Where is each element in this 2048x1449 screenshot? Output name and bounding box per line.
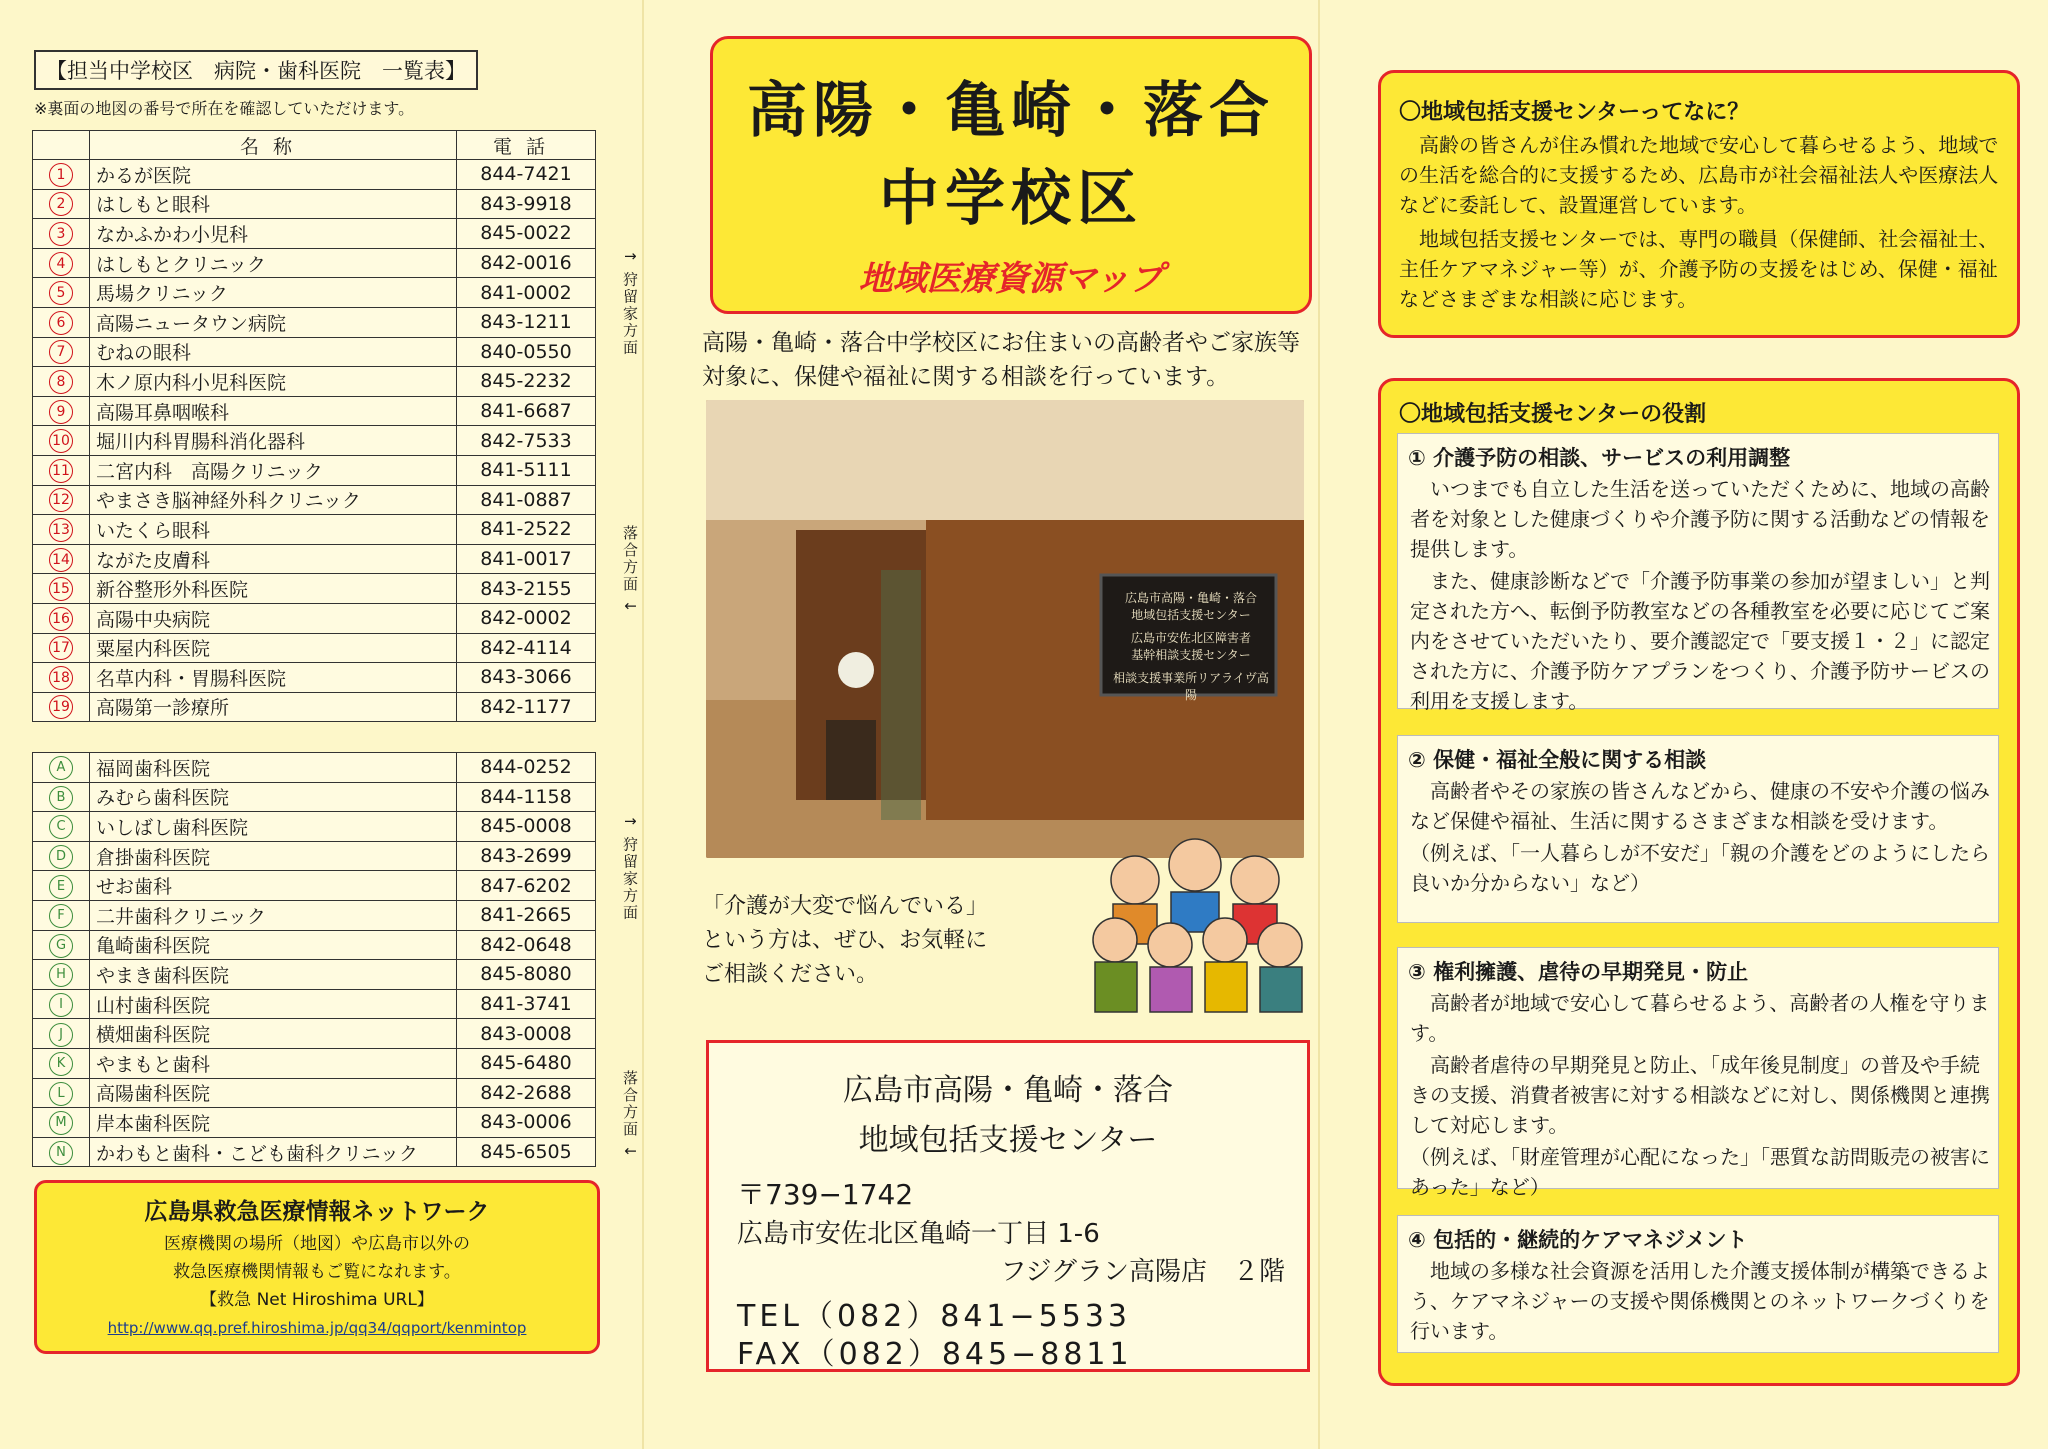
facility-phone: 841-5111 [457,455,596,485]
facility-phone: 843-2699 [457,841,596,871]
sign-line-2b: 基幹相談支援センター [1131,648,1251,662]
row-number-badge: 7 [49,340,73,364]
facility-name: いたくら眼科 [90,515,457,545]
role-2-title: ② 保健・福祉全般に関する相談 [1408,748,1707,772]
dental-row [33,871,596,901]
role-4-title: ④ 包括的・継続的ケアマネジメント [1408,1228,1748,1252]
facility-name: はしもと眼科 [90,189,457,219]
facility-phone: 841-2522 [457,515,596,545]
facility-name: せお歯科 [90,871,457,901]
right-panel [1330,0,2048,1449]
facility-phone: 842-0016 [457,248,596,278]
dental-row [33,1137,596,1167]
consult-line-2: という方は、ぜひ、お気軽に [702,928,988,953]
dental-row [33,812,596,842]
column-header-name: 名称 [90,131,457,160]
hospital-row [33,248,596,278]
fold-line-left [642,0,644,1449]
dental-row [33,960,596,990]
hospital-row [33,367,596,397]
dental-row [33,782,596,812]
center-panel [650,0,1320,1449]
facility-phone: 841-3741 [457,989,596,1019]
dental-row [33,841,596,871]
dental-row [33,1048,596,1078]
direction-label-ochiai-2: 落合方面 ↓ [621,1070,639,1160]
facility-name: 二井歯科クリニック [90,900,457,930]
row-number-badge: 13 [49,518,73,542]
facility-name: 高陽第一診療所 [90,692,457,722]
hospital-row [33,307,596,337]
facility-phone: 845-8080 [457,960,596,990]
about-title: 〇地域包括支援センターってなに？ [1399,100,1750,125]
dental-row [33,1019,596,1049]
role-2-paragraph-1: 高齢者やその家族の皆さんなどから、健康の不安や介護の悩みなど保健や福祉、生活に関するさまざまな相談を受けます。 [1410,779,1990,833]
hospital-row [33,455,596,485]
dental-row [33,900,596,930]
row-number-badge: 18 [49,666,73,690]
facility-phone: 842-1177 [457,692,596,722]
facility-name: 亀崎歯科医院 [90,930,457,960]
hospital-row [33,278,596,308]
role-4 [1397,1215,1999,1353]
dental-table [32,752,596,1167]
facility-name: やまき歯科医院 [90,960,457,990]
row-number-badge: K [49,1052,73,1076]
office-photo [706,400,1304,858]
facility-phone: 845-6505 [457,1137,596,1167]
role-2-paragraph-2: （例えば、「一人暮らしが不安だ」「親の介護をどのようにしたら良いか分からない」など） [1410,841,1990,895]
facility-phone: 841-6687 [457,396,596,426]
facility-phone: 842-4114 [457,633,596,663]
facility-name: かるが医院 [90,160,457,190]
facility-name: 福岡歯科医院 [90,753,457,783]
role-3-paragraph-1: 高齢者が地域で安心して暮らせるよう、高齢者の人権を守ります。 [1410,991,1990,1045]
row-number-badge: F [49,904,73,928]
hospital-row [33,633,596,663]
row-number-badge: 17 [49,636,73,660]
subtitle: 地域医療資源マップ [858,259,1164,299]
row-number-badge: I [49,993,73,1017]
dental-row [33,989,596,1019]
facility-phone: 841-0017 [457,544,596,574]
row-number-badge: 5 [49,281,73,305]
row-number-badge: 2 [49,192,73,216]
row-number-badge: 19 [49,695,73,719]
facility-phone: 840-0550 [457,337,596,367]
role-3-paragraph-3: （例えば、「財産管理が心配になった」「悪質な訪問販売の被害にあった」など） [1410,1145,1990,1199]
facility-name: 二宮内科 高陽クリニック [90,455,457,485]
hospital-row [33,574,596,604]
hospital-row [33,663,596,693]
facility-phone: 841-2665 [457,900,596,930]
facility-phone: 844-0252 [457,753,596,783]
facility-phone: 844-1158 [457,782,596,812]
role-4-paragraph-1: 地域の多様な社会資源を活用した介護支援体制が構築できるよう、ケアマネジャーの支援や関係機関とのネットワークづくりを行います。 [1410,1259,1990,1343]
facility-name: 高陽耳鼻咽喉科 [90,396,457,426]
facility-name: 高陽ニュータウン病院 [90,307,457,337]
role-3-paragraph-2: 高齢者虐待の早期発見と防止、「成年後見制度」の普及や手続きの支援、消費者被害に対する相談などに対し、関係機関と連携して対応します。 [1410,1053,1990,1137]
facility-name: みむら歯科医院 [90,782,457,812]
facility-name: 倉掛歯科医院 [90,841,457,871]
title-line-2: 中学校区 [879,164,1143,234]
facility-name: ながた皮膚科 [90,544,457,574]
network-title: 広島県救急医療情報ネットワーク [144,1199,490,1225]
title-box [710,36,1312,314]
facility-phone: 842-0002 [457,603,596,633]
facility-phone: 842-2688 [457,1078,596,1108]
hospital-row [33,426,596,456]
hospital-row [33,160,596,190]
consult-line-1: 「介護が大変で悩んでいる」 [702,894,989,919]
row-number-badge: 16 [49,607,73,631]
hospital-row [33,544,596,574]
facility-phone: 843-2155 [457,574,596,604]
hospital-row [33,515,596,545]
facility-name: 名草内科・胃腸科医院 [90,663,457,693]
sign-line-2a: 広島市安佐北区障害者 [1130,631,1251,645]
facility-name: なかふかわ小児科 [90,219,457,249]
row-number-badge: G [49,934,73,958]
facility-name: 高陽歯科医院 [90,1078,457,1108]
facility-name: 堀川内科胃腸科消化器科 [90,426,457,456]
row-number-badge: 10 [49,429,73,453]
role-3-title: ③ 権利擁護、虐待の早期発見・防止 [1408,960,1749,984]
roles-title: 〇地域包括支援センターの役割 [1399,402,1707,427]
facility-name: 岸本歯科医院 [90,1108,457,1138]
hospital-row [33,219,596,249]
role-1-paragraph-1: いつまでも自立した生活を送っていただくために、地域の高齢者を対象とした健康づくりや介護予防に関する活動などの情報を提供します。 [1410,477,1990,561]
hospital-row [33,396,596,426]
role-1-title: ① 介護予防の相談、サービスの利用調整 [1408,446,1791,470]
roles-box [1378,378,2020,1386]
row-number-badge: N [49,1141,73,1165]
row-number-badge: J [49,1023,73,1047]
row-number-badge: A [49,756,73,780]
row-number-badge: D [49,845,73,869]
dental-row [33,1108,596,1138]
role-2 [1397,735,1999,923]
center-name-line-2: 地域包括支援センター [858,1123,1158,1158]
facility-phone: 843-1211 [457,307,596,337]
role-3 [1397,947,1999,1199]
consult-line-3: ご相談ください。 [702,962,879,987]
postal-code: 〒739−1742 [737,1178,914,1211]
dental-row [33,1078,596,1108]
row-number-badge: H [49,963,73,987]
row-number-badge: 15 [49,577,73,601]
facility-phone: 845-0022 [457,219,596,249]
direction-label-karuga-1: ↑ 狩留家方面 [621,250,639,357]
column-header-tel: 電話 [457,131,596,160]
facility-name: いしばし歯科医院 [90,812,457,842]
address-line-2: フジグラン高陽店 ２階 [1000,1257,1285,1287]
facility-phone: 841-0002 [457,278,596,308]
row-number-badge: 9 [49,400,73,424]
hospital-row [33,603,596,633]
facility-phone: 843-3066 [457,663,596,693]
dental-row [33,930,596,960]
facility-name: やまもと歯科 [90,1048,457,1078]
row-number-badge: 11 [49,459,73,483]
facility-phone: 845-0008 [457,812,596,842]
network-line-1: 医療機関の場所（地図）や広島市以外の [164,1234,470,1254]
hospital-row [33,189,596,219]
direction-label-ochiai-1: 落合方面 ↓ [621,525,639,615]
emergency-network-box [34,1180,600,1354]
row-number-badge: C [49,815,73,839]
about-box [1378,70,2020,338]
row-number-badge: 4 [49,252,73,276]
row-number-badge: E [49,875,73,899]
facility-phone: 845-2232 [457,367,596,397]
facility-phone: 845-6480 [457,1048,596,1078]
role-1 [1397,433,1999,713]
facility-name: やまさき脳神経外科クリニック [90,485,457,515]
network-line-3: 【救急 Net Hiroshima URL】 [200,1290,434,1310]
dental-row [33,753,596,783]
about-paragraph-1: 高齢の皆さんが住み慣れた地域で安心して暮らせるよう、地域での生活を総合的に支援するため、広島市が社会福祉法人や医療法人などに委託して、設置運営しています。 [1399,133,1999,217]
facility-name: 粟屋内科医院 [90,633,457,663]
row-number-badge: 14 [49,548,73,572]
row-number-badge: 3 [49,222,73,246]
row-number-badge: 8 [49,370,73,394]
row-number-badge: 12 [49,488,73,512]
consult-text [702,890,988,992]
facility-phone: 843-0008 [457,1019,596,1049]
row-number-badge: 6 [49,311,73,335]
row-number-badge: M [49,1111,73,1135]
cheering-seniors-illustration [1075,820,1310,1015]
facility-name: かわもと歯科・こども歯科クリニック [90,1137,457,1167]
facility-phone: 841-0887 [457,485,596,515]
direction-label-karuga-2: ↑ 狩留家方面 [621,815,639,922]
facility-phone: 842-7533 [457,426,596,456]
sign-line-1a: 広島市高陽・亀崎・落合 [1124,591,1257,605]
sign-line-1b: 地域包括支援センター [1131,608,1251,622]
facility-phone: 847-6202 [457,871,596,901]
row-number-badge: B [49,786,73,810]
facility-name: 新谷整形外科医院 [90,574,457,604]
phone-number: TEL（082）841−5533 [737,1299,1131,1334]
hospital-table [32,130,596,722]
sign-line-3: 相談支援事業所リアライヴ高陽 [1113,671,1269,702]
facility-name: 馬場クリニック [90,278,457,308]
address-line-1: 広島市安佐北区亀崎一丁目 1-6 [737,1219,1100,1249]
facility-name: 山村歯科医院 [90,989,457,1019]
contact-box [706,1040,1310,1372]
intro-text: 高陽・亀崎・落合中学校区にお住まいの高齢者やご家族等対象に、保健や福祉に関する相談を行っています。 [702,330,1300,390]
role-1-paragraph-2: また、健康診断などで「介護予防事業の参加が望ましい」と判定された方へ、転倒予防教室などの各種教室を必要に応じてご案内をさせていただいたり、要介護認定で「要支援１・２」に認定された方に、介護予防ケアプランをつくり、介護予防サービスの利用を支援します。 [1410,569,1990,713]
facility-name: 横畑歯科医院 [90,1019,457,1049]
network-url-link[interactable]: http://www.qq.pref.hiroshima.jp/qq34/qqport/kenmintop [107,1319,527,1337]
row-number-badge: L [49,1082,73,1106]
facility-phone: 843-9918 [457,189,596,219]
facility-name: 高陽中央病院 [90,603,457,633]
fax-number: FAX（082）845−8811 [737,1337,1133,1372]
facility-name: 木ノ原内科小児科医院 [90,367,457,397]
center-name-line-1: 広島市高陽・亀崎・落合 [843,1073,1173,1108]
facility-name: はしもとクリニック [90,248,457,278]
hospital-row [33,337,596,367]
hospital-row [33,692,596,722]
facility-phone: 842-0648 [457,930,596,960]
facility-name: むねの眼科 [90,337,457,367]
row-number-badge: 1 [49,163,73,187]
list-heading: 【担当中学校区 病院・歯科医院 一覧表】 [34,50,478,90]
facility-phone: 843-0006 [457,1108,596,1138]
title-line-1: 高陽・亀崎・落合 [747,76,1275,146]
facility-phone: 844-7421 [457,160,596,190]
network-line-2: 救急医療機関情報もご覧になれます。 [173,1262,461,1282]
hospital-row [33,485,596,515]
about-paragraph-2: 地域包括支援センターでは、専門の職員（保健師、社会福祉士、主任ケアマネジャー等）が、介護予防の支援をはじめ、保健・福祉などさまざまな相談に応じます。 [1399,227,1999,311]
left-panel [0,0,640,1449]
list-note: ※裏面の地図の番号で所在を確認していただけます。 [34,99,415,118]
